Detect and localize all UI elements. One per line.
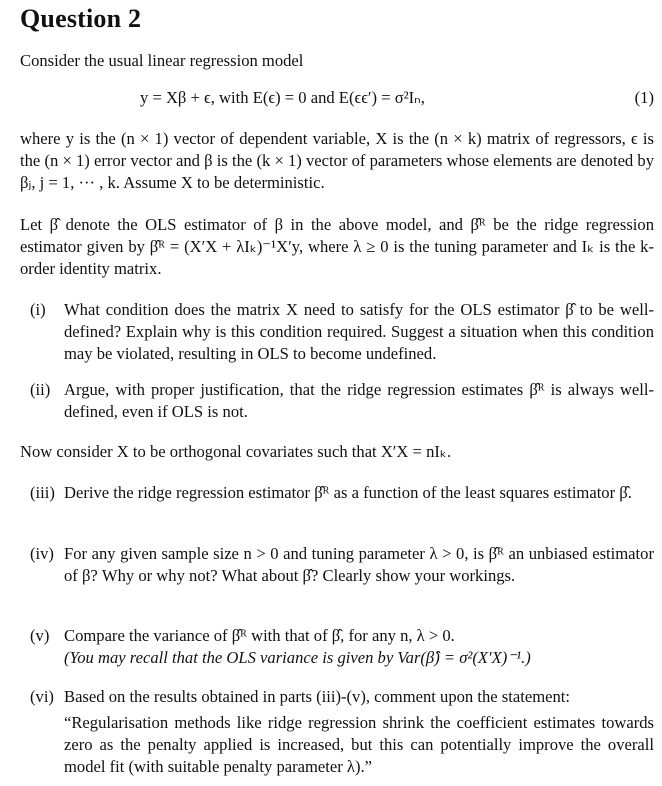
list-item-iii [20,482,654,504]
equation-number: (1) [634,88,654,107]
item-text: Derive the ridge regression estimator β̂ᴿ as a function of the least squares estimator β̂. [64,483,632,502]
equation-body: y = Xβ + ϵ, with E(ϵ) = 0 and E(ϵϵ′) = σ²Iₙ, [140,88,425,107]
item-text: Argue, with proper justification, that the ridge regression estimates β̂ᴿ is always well-defined, even if OLS is not. [64,380,654,421]
item-note: (You may recall that the OLS variance is given by Var(β̂) = σ²(X′X)⁻¹.) [64,648,531,667]
list-item-iv [20,543,654,587]
list-item-v [20,625,654,669]
item-label: (v) [30,626,50,645]
item-text: For any given sample size n > 0 and tuning parameter λ > 0, is β̂ᴿ an unbiased estimator of β? Why or why not? What about β̂? Clearly show your workings. [64,544,654,585]
paragraph-now: Now consider X to be orthogonal covariates such that X′X = nIₖ. [20,442,452,461]
list-item-i [20,299,654,365]
intro-text: Consider the usual linear regression model [20,51,304,70]
list-item-ii [20,379,654,423]
item-label: (iv) [30,544,54,563]
item-label: (i) [30,300,46,319]
item-label: (vi) [30,687,54,706]
item-label: (ii) [30,380,51,399]
paragraph-where: where y is the (n × 1) vector of dependent variable, X is the (n × k) matrix of regressors, ϵ is the (n × 1) error vector and β is the (k × 1) vector of parameters whose elements are denoted by βⱼ, j = 1, ··· , k. Assume X to be deterministic. [20,129,654,192]
list-item-vi [20,686,654,778]
item-label: (iii) [30,483,55,502]
paragraph-let: Let β̂ denote the OLS estimator of β in the above model, and β̂ᴿ be the ridge regression estimator given by β̂ᴿ = (X′X + λIₖ)⁻¹X′y, where λ ≥ 0 is the tuning parameter and Iₖ is the k-order identity matrix. [20,215,654,278]
item-text: What condition does the matrix X need to satisfy for the OLS estimator β̂ to be well-defined? Explain why is this condition required. Suggest a situation when this condition may be violated, resulting in OLS to become undefined. [64,300,654,363]
question-heading: Question 2 [20,4,142,33]
item-quote: “Regularisation methods like ridge regression shrink the coefficient estimates towards zero as the penalty applied is increased, but this can potentially improve the overall model fit (with suitable penalty parameter λ).” [64,713,654,776]
item-text: Based on the results obtained in parts (iii)-(v), comment upon the statement: [64,687,570,706]
item-text: Compare the variance of β̂ᴿ with that of β̂, for any n, λ > 0. [64,626,455,645]
